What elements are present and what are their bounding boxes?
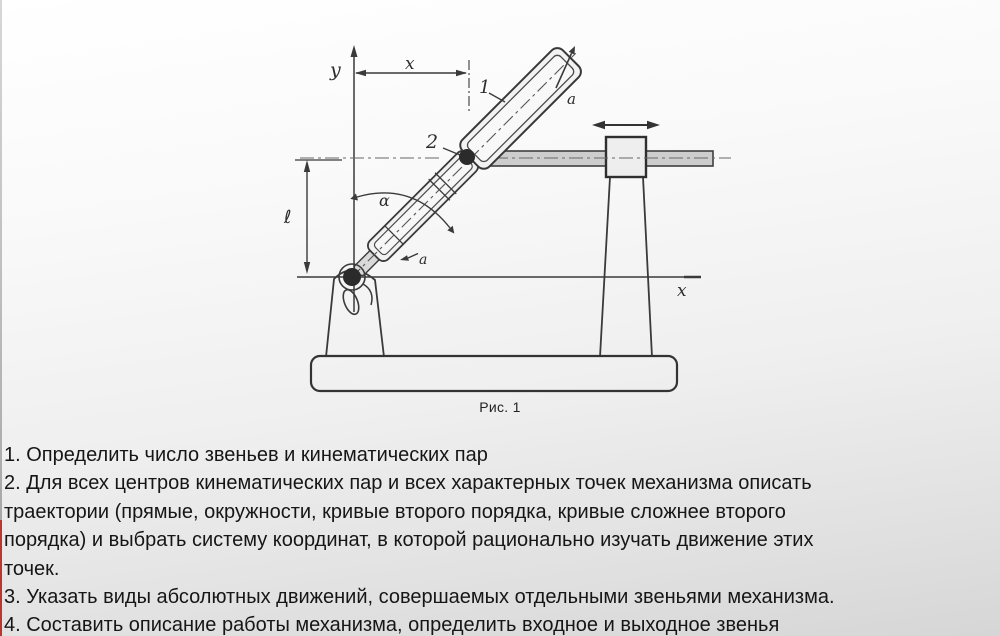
point-a-lower-arrow: [400, 254, 418, 261]
task-line-6: 3. Указать виды абсолютных движений, совершаемых отдельными звеньями механизма.: [4, 586, 835, 609]
label-link-2: 2: [426, 131, 439, 153]
task-line-5: точек.: [4, 557, 60, 580]
label-link-1: 1: [479, 77, 491, 98]
figure-caption: Рис. 1: [479, 399, 521, 415]
task-list: [4, 441, 996, 636]
slide-motion-arrow: [592, 121, 660, 129]
pivot-fork: [340, 288, 362, 317]
label-axis-x: x: [677, 281, 687, 301]
label-angle-alpha: α: [379, 191, 390, 210]
base-plate: [311, 356, 677, 391]
link-1-leader: [489, 93, 505, 102]
task-line-7: 4. Составить описание работы механизма, определить входное и выходное звенья: [4, 614, 780, 636]
task-line-1: 1. Определить число звеньев и кинематических пар: [4, 444, 488, 466]
right-pedestal: [600, 177, 652, 357]
link-2-leader: [443, 148, 460, 155]
task-line-2: 2. Для всех центров кинематических пар и всех характерных точек механизма описать: [4, 472, 812, 495]
label-point-a-lower: a: [419, 252, 428, 268]
left-accent-strip: [0, 520, 2, 636]
rod-pin-joint: [459, 149, 475, 165]
guide-block: [606, 137, 646, 177]
label-axis-y: y: [330, 59, 341, 81]
label-dim-x: x: [405, 54, 415, 74]
task-line-3: траектории (прямые, окружности, кривые второго порядка, кривые сложнее второго: [4, 500, 786, 523]
label-point-a-upper: a: [567, 90, 576, 108]
l-dimension: [295, 160, 342, 274]
task-line-4: порядка) и выбрать систему координат, в которой рационально изучать движение этих: [4, 529, 814, 552]
label-dim-l: ℓ: [284, 207, 292, 228]
